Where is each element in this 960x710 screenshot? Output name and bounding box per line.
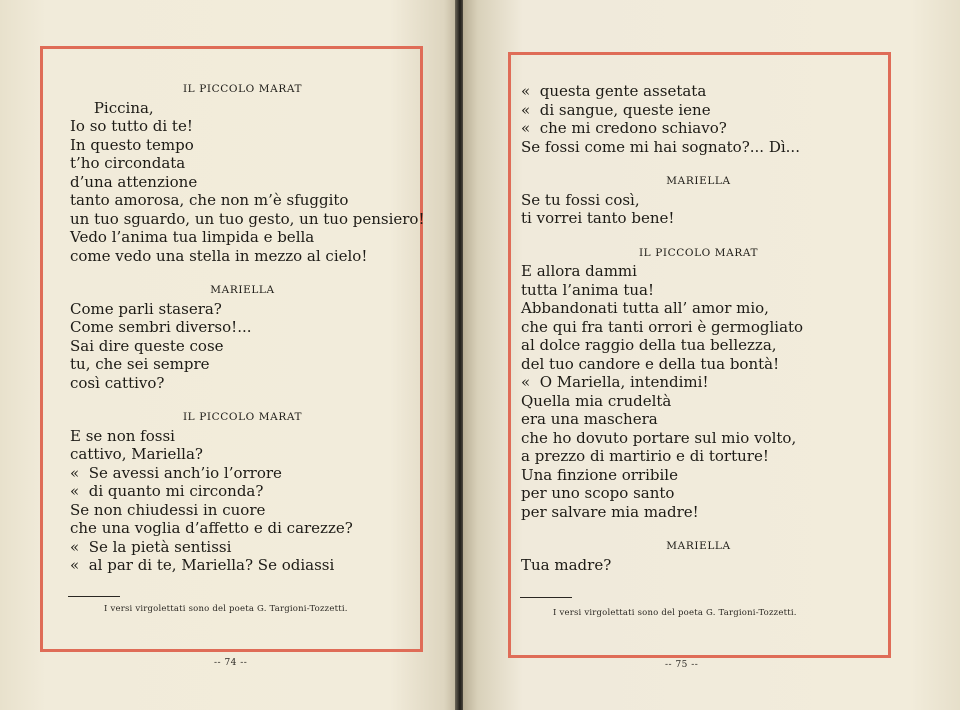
left-page-text: [70, 80, 425, 575]
left-page-number: -- 74 --: [214, 658, 248, 668]
verse-line: tanto amorosa, che non m’è sfuggito: [70, 191, 349, 209]
verse-line: Una finzione orribile: [521, 465, 678, 484]
verse-line: al dolce raggio della tua bellezza,: [521, 336, 777, 354]
verse-line: E se non fossi: [70, 426, 175, 445]
left-page: [0, 0, 458, 710]
verse-line: « Se avessi anch’io l’orrore: [70, 463, 282, 482]
verse-line: ti vorrei tanto bene!: [521, 209, 675, 227]
stanza-gap: [70, 392, 415, 408]
verse-line: Se fossi come mi hai sognato?... Dì...: [521, 137, 800, 156]
speaker-name: MARIELLA: [666, 175, 731, 187]
verse-line: Abbandonati tutta all’ amor mio,: [521, 299, 769, 317]
right-footnote: I versi virgolettati sono del poeta G. Targioni-Tozzetti.: [553, 608, 797, 618]
verse-line: « di quanto mi circonda?: [70, 482, 264, 500]
speaker-name: MARIELLA: [210, 284, 275, 296]
stanza-gap: [521, 228, 876, 244]
verse-line: Se non chiudessi in cuore: [70, 500, 266, 519]
verse-line: « questa gente assetata: [521, 82, 707, 100]
stanza-gap: [521, 156, 876, 172]
verse-line: Io so tutto di te!: [70, 117, 193, 135]
verse-line: E allora dammi: [521, 262, 637, 280]
speaker-name: IL PICCOLO MARAT: [182, 411, 303, 423]
verse-line: un tuo sguardo, un tuo gesto, un tuo pensiero!: [70, 209, 425, 228]
speaker-name: IL PICCOLO MARAT: [638, 246, 759, 259]
verse-line: tutta l’anima tua!: [521, 280, 655, 299]
left-footnote: I versi virgolettati sono del poeta G. Targioni-Tozzetti.: [104, 604, 348, 614]
right-footnote-rule: [520, 597, 572, 598]
stanza-gap: [521, 521, 876, 537]
verse-line: « Se la pietà sentissi: [70, 537, 232, 556]
verse-line: a prezzo di martirio e di torture!: [521, 447, 769, 465]
verse-line: che ho dovuto portare sul mio volto,: [521, 428, 797, 447]
verse-line: cattivo, Mariella?: [70, 445, 203, 463]
verse-line: che qui fra tanti orrori è germogliato: [521, 317, 804, 336]
verse-line: Vedo l’anima tua limpida e bella: [70, 228, 315, 246]
verse-line: « che mi credono schiavo?: [521, 119, 727, 137]
verse-line: Quella mia crudeltà: [521, 391, 672, 410]
verse-line: che una voglia d’affetto e di carezze?: [70, 519, 353, 537]
verse-line: Come sembri diverso!...: [70, 318, 252, 336]
verse-line: Se tu fossi così,: [521, 190, 640, 209]
right-page-text: [521, 82, 876, 574]
verse-line: del tuo candore e della tua bontà!: [521, 354, 780, 373]
verse-line: « O Mariella, intendimi!: [521, 373, 709, 391]
right-page-number: -- 75 --: [665, 660, 699, 670]
right-page: [463, 0, 960, 710]
verse-line: tu, che sei sempre: [70, 355, 210, 373]
verse-line: Piccina,: [70, 98, 154, 117]
verse-line: Tua madre?: [521, 555, 612, 574]
verse-line: era una maschera: [521, 410, 658, 428]
verse-line: per uno scopo santo: [521, 484, 675, 502]
verse-line: Come parli stasera?: [70, 299, 222, 318]
verse-line: per salvare mia madre!: [521, 502, 699, 521]
verse-line: t’ho circondata: [70, 154, 186, 172]
verse-line: Sai dire queste cose: [70, 336, 224, 355]
verse-line: così cattivo?: [70, 373, 165, 392]
verse-line: In questo tempo: [70, 135, 194, 154]
verse-line: « di sangue, queste iene: [521, 100, 711, 119]
speaker-name: MARIELLA: [666, 540, 731, 552]
verse-line: come vedo una stella in mezzo al cielo!: [70, 246, 368, 265]
left-footnote-rule: [68, 596, 120, 597]
verse-line: « al par di te, Mariella? Se odiassi: [70, 556, 335, 574]
verse-line: d’una attenzione: [70, 172, 198, 191]
stanza-gap: [70, 265, 415, 281]
speaker-name: IL PICCOLO MARAT: [182, 83, 303, 95]
